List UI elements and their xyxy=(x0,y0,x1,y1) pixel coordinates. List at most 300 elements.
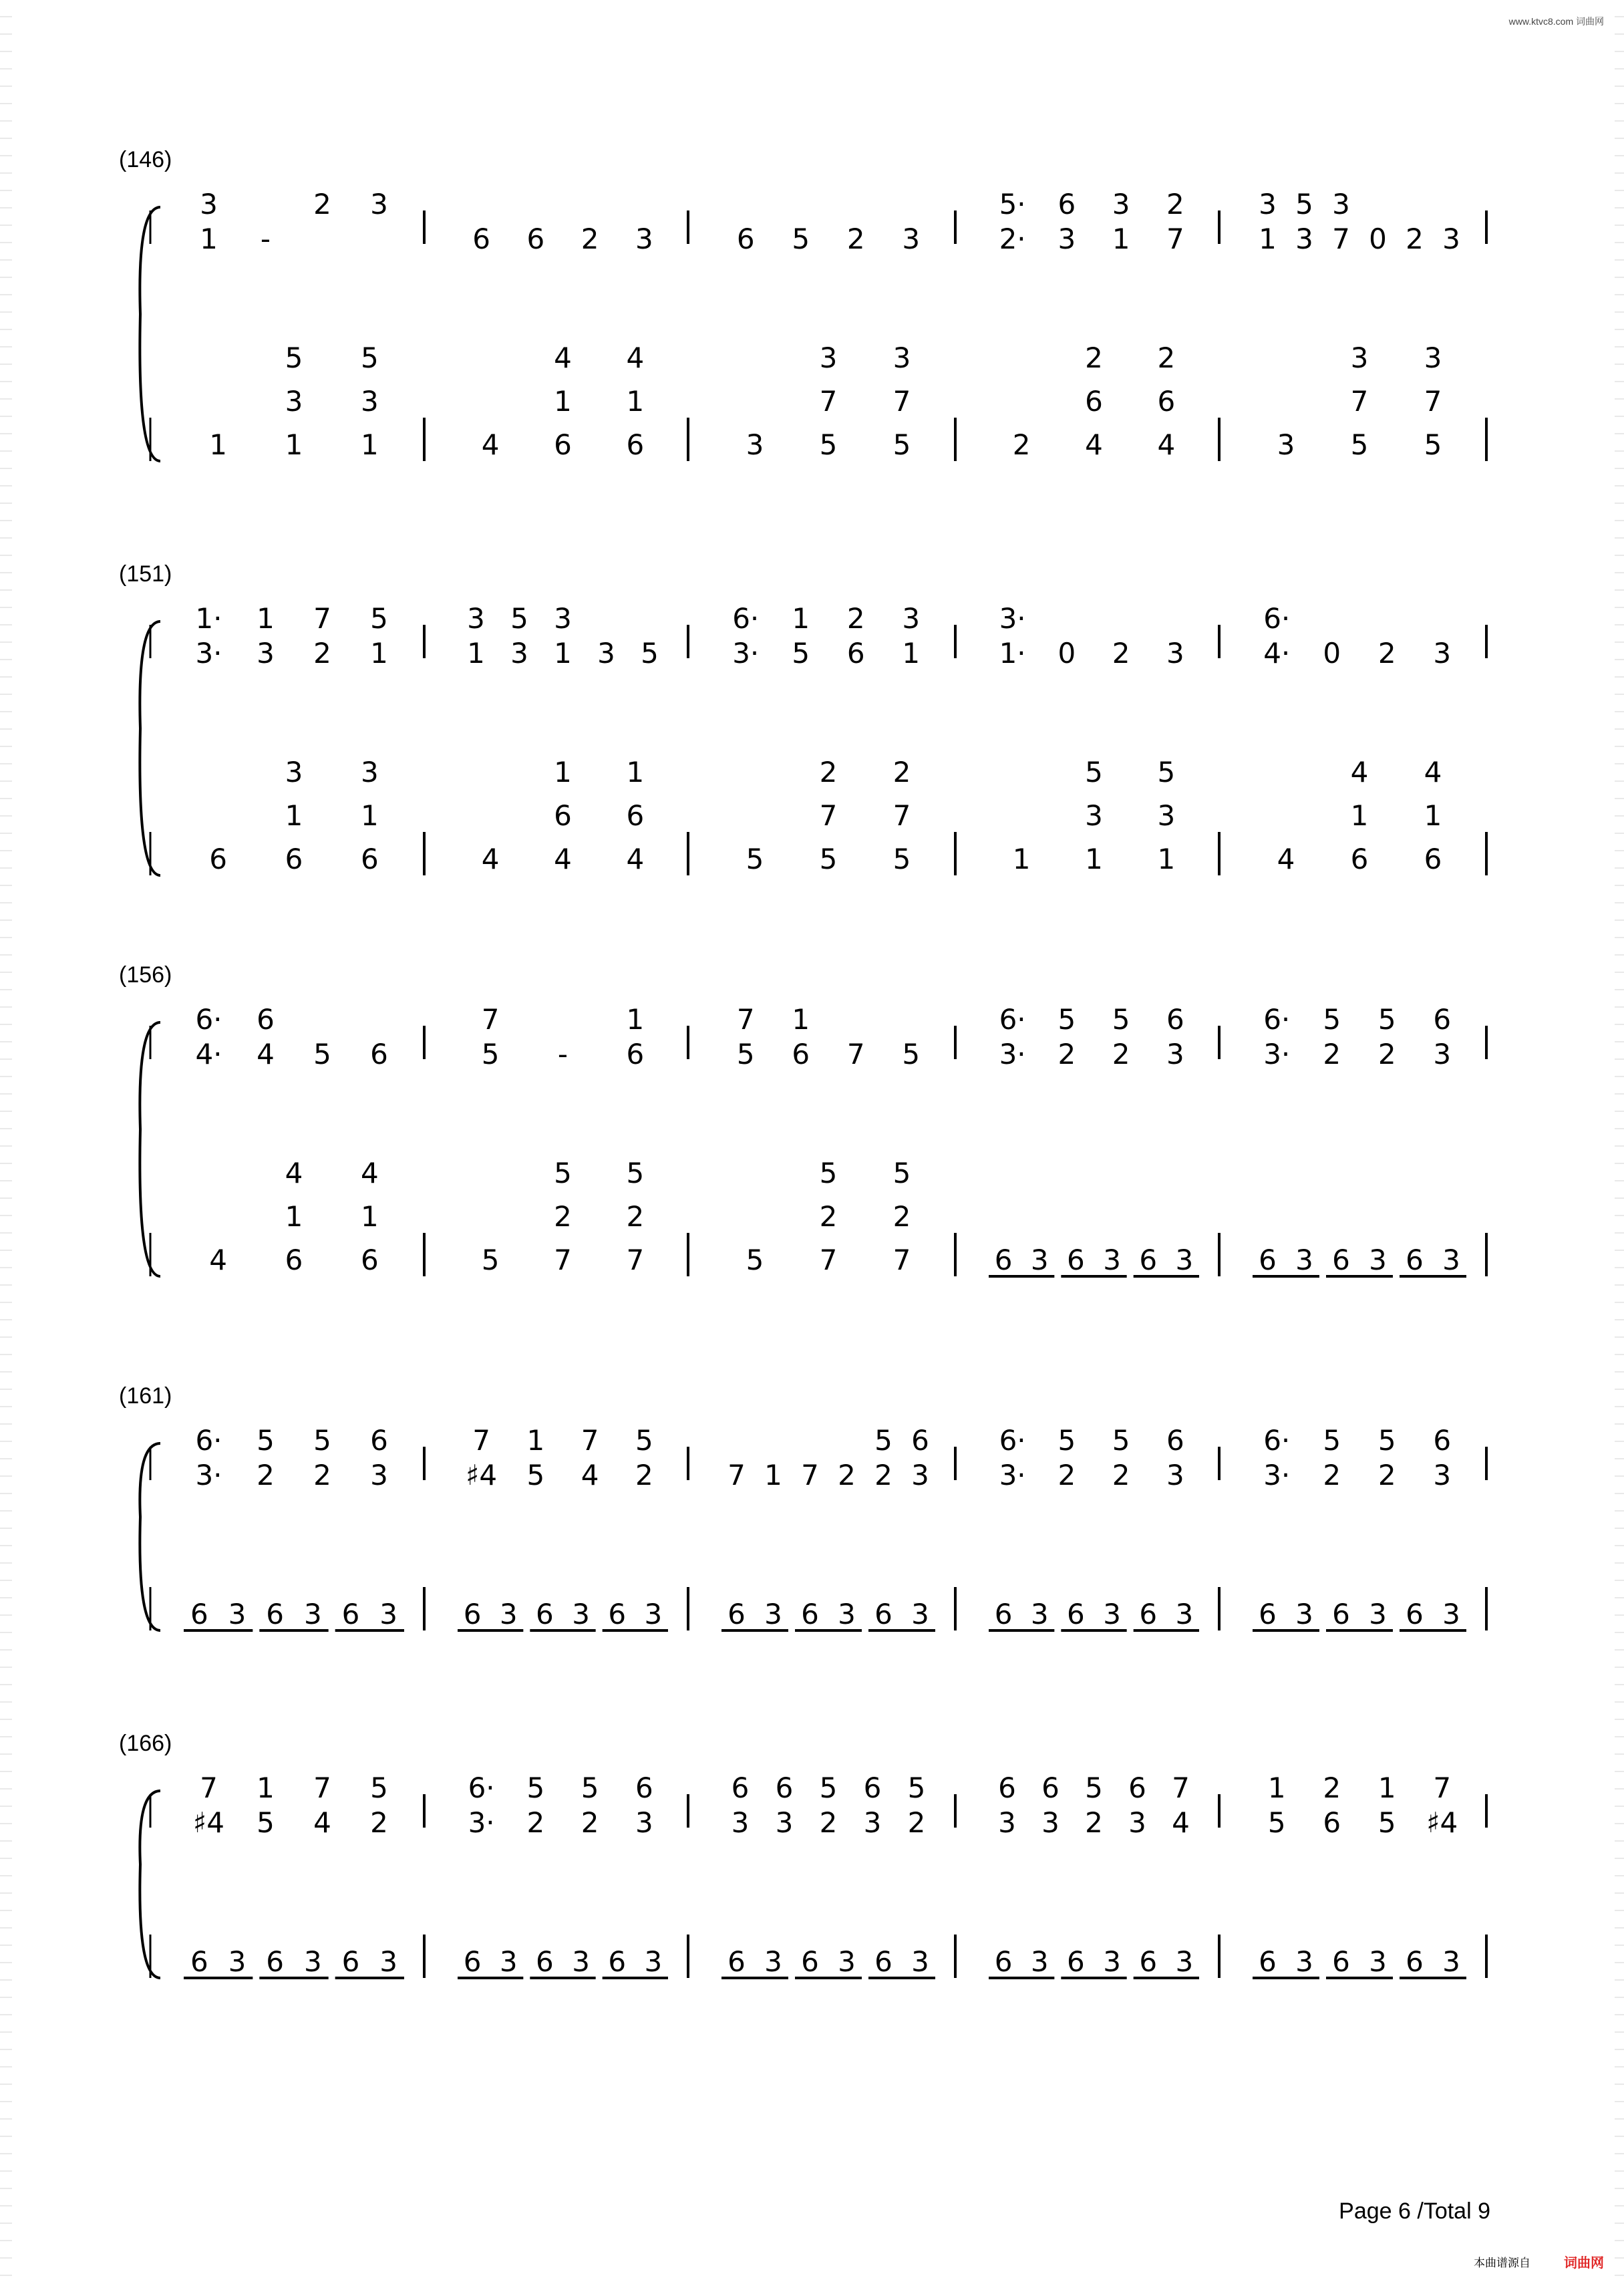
melody-note: 4 xyxy=(257,1038,275,1070)
bass-note: 7 xyxy=(626,1244,645,1276)
bass-note: 3 xyxy=(1295,1598,1313,1630)
melody-note: 3· xyxy=(999,1038,1026,1070)
bass-note: 7 xyxy=(892,799,911,832)
melody-note: 1 xyxy=(257,602,275,635)
melody-note: 6 xyxy=(911,1424,929,1457)
melody-note: 3 xyxy=(731,1806,750,1839)
bass-note: 6 xyxy=(536,1945,554,1978)
bass-note: 2 xyxy=(554,1200,572,1233)
measure-number: (146) xyxy=(119,147,172,172)
bass-note: 4 xyxy=(626,843,645,875)
bass-note: 7 xyxy=(819,799,838,832)
page-number: Page 6 /Total 9 xyxy=(1339,2198,1490,2224)
bass-note: 5 xyxy=(1085,756,1103,789)
bass-note: 6 xyxy=(608,1945,627,1978)
melody-note: 6 xyxy=(626,1038,645,1070)
bass-note: 5 xyxy=(1157,756,1176,789)
melody-note: 6 xyxy=(775,1771,794,1804)
melody-note: 1 xyxy=(526,1424,545,1457)
melody-note: 5 xyxy=(370,1771,388,1804)
bass-note: 2 xyxy=(819,756,838,789)
melody-note: 5 xyxy=(792,223,810,255)
melody-note: 2 xyxy=(1406,223,1424,255)
melody-note: 1 xyxy=(1377,1771,1396,1804)
melody-note: 6 xyxy=(1433,1424,1452,1457)
melody-note: 3 xyxy=(635,1806,653,1839)
bass-note: 6 xyxy=(1424,843,1442,875)
bass-note: 6 xyxy=(209,843,228,875)
bass-note: 5 xyxy=(1424,428,1442,461)
melody-note: 3· xyxy=(1263,1459,1291,1491)
bass-note: 6 xyxy=(727,1945,746,1978)
melody-note: 6 xyxy=(998,1771,1016,1804)
melody-note: 7 xyxy=(727,1459,746,1491)
melody-note: 3 xyxy=(1058,223,1076,255)
melody-note: 1 xyxy=(1267,1771,1286,1804)
bass-note: 6 xyxy=(1259,1244,1277,1276)
bass-note: 2 xyxy=(626,1200,645,1233)
bass-note: 3 xyxy=(1424,341,1442,374)
bass-note: 7 xyxy=(819,385,838,418)
melody-note: 2 xyxy=(1323,1771,1341,1804)
melody-note: 7 xyxy=(472,1424,490,1457)
melody-note: 5· xyxy=(999,188,1026,221)
melody-note: 5 xyxy=(874,1424,892,1457)
bass-note: 6 xyxy=(626,428,645,461)
melody-note: 1 xyxy=(626,1003,645,1036)
bass-note: 6 xyxy=(727,1598,746,1630)
bass-note: 6 xyxy=(266,1598,285,1630)
melody-note: 2 xyxy=(846,223,865,255)
bass-note: 3 xyxy=(764,1945,782,1978)
melody-note: 3 xyxy=(1332,188,1350,221)
melody-note: 3 xyxy=(1295,223,1313,255)
bass-note: 6 xyxy=(994,1244,1013,1276)
melody-note: 2 xyxy=(819,1806,838,1839)
melody-note: 3 xyxy=(510,637,528,670)
melody-note: 3 xyxy=(775,1806,794,1839)
bass-note: 1 xyxy=(285,428,303,461)
bass-note: 4 xyxy=(1424,756,1442,789)
melody-note: 5 xyxy=(641,637,659,670)
melody-note: 2 xyxy=(1377,637,1396,670)
melody-note: 2 xyxy=(1112,637,1130,670)
melody-note: 5 xyxy=(1377,1806,1396,1839)
melody-note: 1 xyxy=(554,637,572,670)
melody-note: 2 xyxy=(874,1459,892,1491)
melody-note: 5 xyxy=(819,1771,838,1804)
melody-note: 5 xyxy=(526,1771,545,1804)
melody-note: 3 xyxy=(1166,637,1184,670)
melody-note: 0 xyxy=(1058,637,1076,670)
bass-note: 6 xyxy=(1259,1945,1277,1978)
melody-note: 6· xyxy=(732,602,760,635)
bass-note: 6 xyxy=(463,1945,482,1978)
melody-note: 2 xyxy=(635,1459,653,1491)
measure-number: (166) xyxy=(119,1731,172,1756)
bass-note: 4 xyxy=(285,1157,303,1189)
melody-note: 6 xyxy=(736,223,755,255)
bass-note: 1 xyxy=(626,756,645,789)
bass-note: 1 xyxy=(554,756,572,789)
bass-note: 5 xyxy=(554,1157,572,1189)
melody-note: 7 xyxy=(481,1003,500,1036)
melody-note: 5 xyxy=(736,1038,755,1070)
melody-note: 5 xyxy=(1377,1424,1396,1457)
source-credit: 本曲谱源自 xyxy=(1474,2257,1530,2269)
melody-note: 3· xyxy=(732,637,760,670)
bass-note: 3 xyxy=(892,341,911,374)
melody-note: 6· xyxy=(195,1424,222,1457)
melody-note: 7 xyxy=(1433,1771,1452,1804)
bass-note: 3 xyxy=(303,1598,322,1630)
bass-note: 6 xyxy=(266,1945,285,1978)
bass-note: 6 xyxy=(190,1945,208,1978)
melody-note: 2 xyxy=(313,188,331,221)
bass-note: 6 xyxy=(1085,385,1103,418)
bass-note: 5 xyxy=(819,428,838,461)
melody-note: 1· xyxy=(999,637,1026,670)
melody-note: 6· xyxy=(1263,1003,1291,1036)
melody-note: 3 xyxy=(1442,223,1460,255)
melody-note: 3 xyxy=(902,602,921,635)
site-logo: 词曲网 xyxy=(1564,2256,1604,2271)
melody-note: 3 xyxy=(1128,1806,1146,1839)
bass-note: 1 xyxy=(626,385,645,418)
melody-note: 7 xyxy=(736,1003,755,1036)
melody-note: 6 xyxy=(1166,1003,1184,1036)
bass-note: 5 xyxy=(360,341,379,374)
bass-note: 6 xyxy=(554,428,572,461)
melody-note: 7 xyxy=(1332,223,1350,255)
bass-note: 3 xyxy=(746,428,764,461)
bass-note: 6 xyxy=(1350,843,1369,875)
bass-note: 4 xyxy=(626,341,645,374)
bass-note: 5 xyxy=(892,428,911,461)
measure-number: (161) xyxy=(119,1383,172,1409)
melody-note: 6 xyxy=(846,637,865,670)
bass-note: 6 xyxy=(1406,1598,1424,1630)
melody-note: 6 xyxy=(1433,1003,1452,1036)
melody-note: 6· xyxy=(195,1003,222,1036)
measure-number: (151) xyxy=(119,561,172,587)
melody-note: 2 xyxy=(257,1459,275,1491)
bass-note: 3 xyxy=(644,1598,663,1630)
melody-note: 3 xyxy=(635,223,653,255)
bass-note: 3 xyxy=(1175,1244,1194,1276)
melody-note: 6· xyxy=(999,1003,1026,1036)
bass-note: 3 xyxy=(499,1945,518,1978)
melody-note: 2 xyxy=(1058,1038,1076,1070)
bass-note: 3 xyxy=(764,1598,782,1630)
bass-note: 7 xyxy=(554,1244,572,1276)
melody-note: 2 xyxy=(581,223,599,255)
bass-note: 6 xyxy=(801,1945,819,1978)
bass-note: 3 xyxy=(1442,1945,1460,1978)
bass-note: 3 xyxy=(1103,1945,1121,1978)
bass-note: 6 xyxy=(463,1598,482,1630)
bass-note: 7 xyxy=(1424,385,1442,418)
bass-note: 3 xyxy=(1103,1598,1121,1630)
bass-note: 4 xyxy=(1277,843,1295,875)
bass-note: 7 xyxy=(1350,385,1369,418)
bass-note: 6 xyxy=(1157,385,1176,418)
bass-note: 2 xyxy=(892,1200,911,1233)
bass-note: 6 xyxy=(626,799,645,832)
melody-note: 5 xyxy=(1058,1424,1076,1457)
bass-note: 4 xyxy=(209,1244,228,1276)
melody-note: 2 xyxy=(581,1806,599,1839)
melody-note: 6 xyxy=(370,1424,388,1457)
melody-note: 6· xyxy=(1263,1424,1291,1457)
melody-note: 1 xyxy=(200,223,218,255)
bass-note: 3 xyxy=(379,1945,398,1978)
bass-note: 5 xyxy=(1350,428,1369,461)
bass-note: 3 xyxy=(379,1598,398,1630)
bass-note: 3 xyxy=(228,1945,247,1978)
bass-note: 3 xyxy=(1157,799,1176,832)
bass-note: 1 xyxy=(1085,843,1103,875)
melody-note: 3· xyxy=(195,1459,222,1491)
bass-note: 7 xyxy=(892,385,911,418)
bass-note: 3 xyxy=(1295,1945,1313,1978)
melody-note: 7 xyxy=(200,1771,218,1804)
bass-note: 1 xyxy=(285,799,303,832)
bass-note: 3 xyxy=(1277,428,1295,461)
bass-note: 7 xyxy=(819,1244,838,1276)
bass-note: 3 xyxy=(1085,799,1103,832)
melody-note: - xyxy=(557,1038,569,1070)
melody-note: 7 xyxy=(313,602,331,635)
melody-note: 5 xyxy=(635,1424,653,1457)
melody-note: 6 xyxy=(731,1771,750,1804)
melody-note: 1 xyxy=(902,637,921,670)
bass-note: 6 xyxy=(1067,1945,1085,1978)
bass-note: 5 xyxy=(746,843,764,875)
melody-note: 2 xyxy=(370,1806,388,1839)
melody-note: 3 xyxy=(257,637,275,670)
melody-note: 7 xyxy=(581,1424,599,1457)
melody-note: 1 xyxy=(792,602,810,635)
bass-note: 3 xyxy=(499,1598,518,1630)
bass-note: 1 xyxy=(360,1200,379,1233)
bass-note: 5 xyxy=(746,1244,764,1276)
melody-note: 5 xyxy=(257,1806,275,1839)
bass-note: 2 xyxy=(1085,341,1103,374)
melody-note: 6 xyxy=(635,1771,653,1804)
melody-note: 6 xyxy=(472,223,490,255)
melody-note: ♯4 xyxy=(466,1459,498,1491)
bass-note: 5 xyxy=(819,1157,838,1189)
melody-note: 2 xyxy=(313,637,331,670)
bass-note: 6 xyxy=(341,1945,360,1978)
bass-note: 6 xyxy=(190,1598,208,1630)
bass-note: 6 xyxy=(360,843,379,875)
bass-note: 3 xyxy=(838,1945,856,1978)
melody-note: 3· xyxy=(195,637,222,670)
melody-note: 1 xyxy=(792,1003,810,1036)
melody-note: 5 xyxy=(1112,1424,1130,1457)
melody-note: 4 xyxy=(1172,1806,1190,1839)
bass-note: 3 xyxy=(911,1945,929,1978)
bass-note: 4 xyxy=(1350,756,1369,789)
melody-note: 2 xyxy=(313,1459,331,1491)
bass-note: 6 xyxy=(1259,1598,1277,1630)
melody-note: 3 xyxy=(1433,1459,1452,1491)
bass-note: 3 xyxy=(838,1598,856,1630)
measure-number: (156) xyxy=(119,962,172,988)
melody-note: 2 xyxy=(846,602,865,635)
melody-note: 1 xyxy=(764,1459,782,1491)
bass-note: 3 xyxy=(1350,341,1369,374)
bass-note: 6 xyxy=(1139,1244,1158,1276)
bass-note: 3 xyxy=(1442,1244,1460,1276)
melody-note: 2 xyxy=(526,1806,545,1839)
melody-note: 6 xyxy=(1166,1424,1184,1457)
melody-note: 1· xyxy=(195,602,222,635)
bass-note: 5 xyxy=(481,1244,500,1276)
bass-note: 6 xyxy=(285,1244,303,1276)
bass-note: 3 xyxy=(644,1945,663,1978)
melody-note: 3 xyxy=(1166,1038,1184,1070)
melody-note: 0 xyxy=(1323,637,1341,670)
bass-note: 6 xyxy=(285,843,303,875)
melody-note: 3· xyxy=(999,602,1026,635)
bass-note: 4 xyxy=(554,341,572,374)
melody-note: 6 xyxy=(1128,1771,1146,1804)
melody-note: 2 xyxy=(1112,1459,1130,1491)
bass-note: 3 xyxy=(1295,1244,1313,1276)
melody-note: 5 xyxy=(313,1424,331,1457)
bass-note: 6 xyxy=(1139,1598,1158,1630)
melody-note: 4 xyxy=(581,1459,599,1491)
melody-note: 1 xyxy=(1112,223,1130,255)
melody-note: 1 xyxy=(1259,223,1277,255)
bass-note: 3 xyxy=(1175,1598,1194,1630)
melody-note: 3 xyxy=(902,223,921,255)
melody-note: 2 xyxy=(907,1806,926,1839)
melody-note: 1 xyxy=(370,637,388,670)
bass-note: 6 xyxy=(554,799,572,832)
melody-note: 2 xyxy=(1058,1459,1076,1491)
melody-note: 5 xyxy=(907,1771,926,1804)
bass-note: 6 xyxy=(874,1598,892,1630)
bass-note: 4 xyxy=(1085,428,1103,461)
melody-note: 6 xyxy=(370,1038,388,1070)
melody-note: 3 xyxy=(597,637,615,670)
bass-note: 6 xyxy=(1139,1945,1158,1978)
melody-note: 3 xyxy=(467,602,485,635)
melody-note: 6 xyxy=(792,1038,810,1070)
bass-note: 2 xyxy=(819,1200,838,1233)
bass-note: 6 xyxy=(341,1598,360,1630)
bass-note: 6 xyxy=(1067,1598,1085,1630)
melody-note: 2 xyxy=(1323,1038,1341,1070)
bass-note: 4 xyxy=(1157,428,1176,461)
melody-note: 2 xyxy=(1112,1038,1130,1070)
melody-note: 3 xyxy=(998,1806,1016,1839)
melody-note: 1 xyxy=(257,1771,275,1804)
melody-note: 3 xyxy=(1259,188,1277,221)
bass-note: 3 xyxy=(1030,1598,1049,1630)
melody-note: 6 xyxy=(1041,1771,1060,1804)
melody-note: 3 xyxy=(911,1459,929,1491)
bass-note: 6 xyxy=(1332,1945,1350,1978)
melody-note: 5 xyxy=(1112,1003,1130,1036)
melody-note: 5 xyxy=(526,1459,545,1491)
bass-note: 6 xyxy=(1067,1244,1085,1276)
bass-note: 1 xyxy=(1424,799,1442,832)
melody-note: 3 xyxy=(554,602,572,635)
melody-note: 2· xyxy=(999,223,1026,255)
melody-note: 5 xyxy=(1267,1806,1286,1839)
bass-note: 3 xyxy=(1103,1244,1121,1276)
melody-note: 2 xyxy=(1085,1806,1103,1839)
melody-note: 3· xyxy=(468,1806,495,1839)
bass-note: 2 xyxy=(892,756,911,789)
bass-note: 5 xyxy=(819,843,838,875)
bass-note: 2 xyxy=(1012,428,1031,461)
melody-note: 5 xyxy=(1323,1424,1341,1457)
melody-note: 5 xyxy=(370,602,388,635)
melody-note: 7 xyxy=(846,1038,865,1070)
bass-note: 3 xyxy=(819,341,838,374)
bass-note: 3 xyxy=(572,1945,590,1978)
bass-note: 6 xyxy=(608,1598,627,1630)
bass-note: 4 xyxy=(554,843,572,875)
melody-note: 6 xyxy=(526,223,545,255)
melody-note: 5 xyxy=(257,1424,275,1457)
bass-note: 4 xyxy=(481,843,500,875)
bass-note: 4 xyxy=(360,1157,379,1189)
bass-note: 3 xyxy=(911,1598,929,1630)
bass-note: 6 xyxy=(1406,1244,1424,1276)
bass-note: 1 xyxy=(285,1200,303,1233)
melody-note: 6 xyxy=(1058,188,1076,221)
melody-note: 4· xyxy=(195,1038,222,1070)
bass-note: 2 xyxy=(1157,341,1176,374)
melody-note: 5 xyxy=(902,1038,921,1070)
bass-note: 3 xyxy=(228,1598,247,1630)
melody-note: 6· xyxy=(1263,602,1291,635)
bass-note: 6 xyxy=(1332,1244,1350,1276)
bass-note: 6 xyxy=(874,1945,892,1978)
melody-note: ♯4 xyxy=(1426,1806,1458,1839)
bass-note: 6 xyxy=(994,1598,1013,1630)
melody-note: 6· xyxy=(468,1771,495,1804)
bass-note: 6 xyxy=(1332,1598,1350,1630)
melody-note: 3 xyxy=(1041,1806,1060,1839)
bass-note: 3 xyxy=(285,385,303,418)
bass-note: 6 xyxy=(360,1244,379,1276)
bass-note: 5 xyxy=(285,341,303,374)
bass-note: 3 xyxy=(285,756,303,789)
melody-note: 6 xyxy=(257,1003,275,1036)
bass-note: 1 xyxy=(1350,799,1369,832)
bass-note: 6 xyxy=(801,1598,819,1630)
melody-note: 7 xyxy=(1172,1771,1190,1804)
melody-note: 1 xyxy=(467,637,485,670)
melody-note: 3 xyxy=(1166,1459,1184,1491)
bass-note: 1 xyxy=(1012,843,1031,875)
melody-note: 5 xyxy=(581,1771,599,1804)
bass-note: 3 xyxy=(1030,1244,1049,1276)
bass-note: 3 xyxy=(360,385,379,418)
melody-note: 2 xyxy=(1166,188,1184,221)
bass-note: 5 xyxy=(892,1157,911,1189)
melody-note: 7 xyxy=(313,1771,331,1804)
bass-note: 6 xyxy=(1406,1945,1424,1978)
